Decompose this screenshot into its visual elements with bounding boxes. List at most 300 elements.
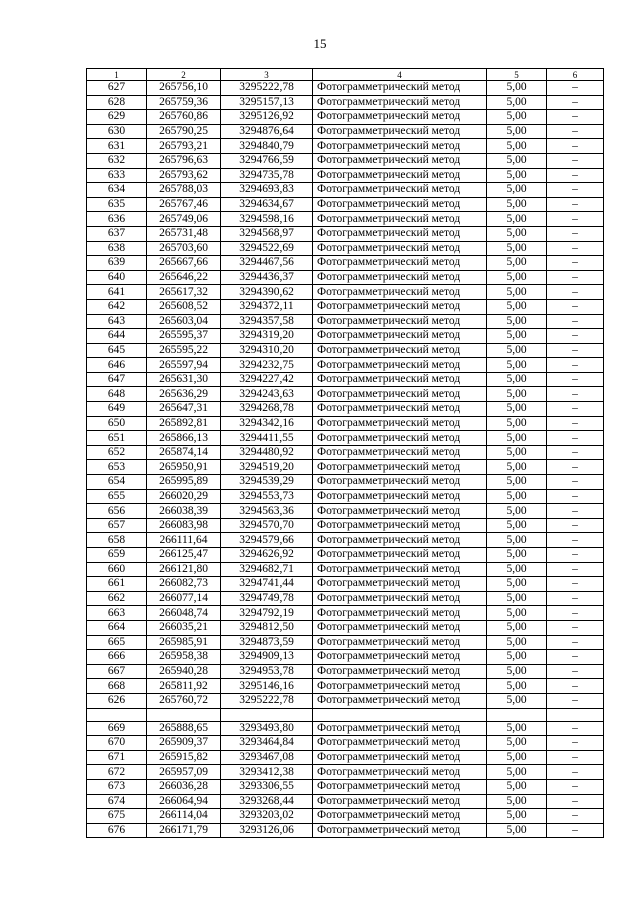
table-row bbox=[87, 110, 604, 125]
y-coordinate-cell: 3294749,78 bbox=[221, 591, 313, 606]
description-cell: – bbox=[547, 721, 604, 736]
table-row bbox=[87, 794, 604, 809]
y-coordinate-cell: 3295146,16 bbox=[221, 679, 313, 694]
point-number-cell: 650 bbox=[87, 416, 147, 431]
x-coordinate-cell: 265874,14 bbox=[147, 445, 221, 460]
y-coordinate-cell: 3294598,16 bbox=[221, 212, 313, 227]
point-number-cell: 670 bbox=[87, 736, 147, 751]
table-row bbox=[87, 562, 604, 577]
point-number-cell: 673 bbox=[87, 779, 147, 794]
table-row bbox=[87, 95, 604, 110]
method-cell: Фотограмметрический метод bbox=[313, 750, 487, 765]
point-number-cell: 668 bbox=[87, 679, 147, 694]
point-number-cell: 646 bbox=[87, 358, 147, 373]
point-number-cell: 658 bbox=[87, 533, 147, 548]
method-cell: Фотограмметрический метод bbox=[313, 460, 487, 475]
table-row bbox=[87, 445, 604, 460]
x-coordinate-cell: 265767,46 bbox=[147, 197, 221, 212]
description-cell: – bbox=[547, 679, 604, 694]
description-cell: – bbox=[547, 387, 604, 402]
point-number-cell: 638 bbox=[87, 241, 147, 256]
y-coordinate-cell: 3294792,19 bbox=[221, 606, 313, 621]
point-number-cell: 637 bbox=[87, 226, 147, 241]
table-row bbox=[87, 809, 604, 824]
y-coordinate-cell: 3294539,29 bbox=[221, 475, 313, 490]
method-cell: Фотограмметрический метод bbox=[313, 533, 487, 548]
method-cell: Фотограмметрический метод bbox=[313, 445, 487, 460]
x-coordinate-cell: 266114,04 bbox=[147, 809, 221, 824]
method-cell: Фотограмметрический метод bbox=[313, 226, 487, 241]
y-coordinate-cell: 3293412,38 bbox=[221, 765, 313, 780]
y-coordinate-cell: 3294227,42 bbox=[221, 372, 313, 387]
x-coordinate-cell: 266035,21 bbox=[147, 620, 221, 635]
point-number-cell: 635 bbox=[87, 197, 147, 212]
description-cell bbox=[547, 708, 604, 721]
point-number-cell: 676 bbox=[87, 823, 147, 838]
method-cell: Фотограмметрический метод bbox=[313, 635, 487, 650]
method-cell: Фотограмметрический метод bbox=[313, 299, 487, 314]
method-cell: Фотограмметрический метод bbox=[313, 95, 487, 110]
description-cell: – bbox=[547, 343, 604, 358]
description-cell: – bbox=[547, 504, 604, 519]
x-coordinate-cell: 265595,22 bbox=[147, 343, 221, 358]
y-coordinate-cell: 3294735,78 bbox=[221, 168, 313, 183]
table-row bbox=[87, 285, 604, 300]
accuracy-cell: 5,00 bbox=[487, 81, 547, 96]
y-coordinate-cell: 3294390,62 bbox=[221, 285, 313, 300]
x-coordinate-cell bbox=[147, 708, 221, 721]
y-coordinate-cell: 3294319,20 bbox=[221, 329, 313, 344]
table-row bbox=[87, 270, 604, 285]
description-cell: – bbox=[547, 270, 604, 285]
accuracy-cell: 5,00 bbox=[487, 110, 547, 125]
y-coordinate-cell: 3294693,83 bbox=[221, 183, 313, 198]
accuracy-cell: 5,00 bbox=[487, 533, 547, 548]
description-cell: – bbox=[547, 518, 604, 533]
accuracy-cell: 5,00 bbox=[487, 664, 547, 679]
method-cell: Фотограмметрический метод bbox=[313, 183, 487, 198]
point-number-cell: 672 bbox=[87, 765, 147, 780]
accuracy-cell: 5,00 bbox=[487, 431, 547, 446]
y-coordinate-cell: 3294480,92 bbox=[221, 445, 313, 460]
column-header: 5 bbox=[487, 69, 547, 81]
y-coordinate-cell bbox=[221, 708, 313, 721]
x-coordinate-cell: 265811,92 bbox=[147, 679, 221, 694]
x-coordinate-cell: 266038,39 bbox=[147, 504, 221, 519]
table-row bbox=[87, 358, 604, 373]
description-cell: – bbox=[547, 299, 604, 314]
y-coordinate-cell: 3294232,75 bbox=[221, 358, 313, 373]
x-coordinate-cell: 265731,48 bbox=[147, 226, 221, 241]
x-coordinate-cell: 266121,80 bbox=[147, 562, 221, 577]
description-cell: – bbox=[547, 95, 604, 110]
method-cell: Фотограмметрический метод bbox=[313, 241, 487, 256]
method-cell: Фотограмметрический метод bbox=[313, 721, 487, 736]
point-number-cell: 667 bbox=[87, 664, 147, 679]
point-number-cell: 628 bbox=[87, 95, 147, 110]
accuracy-cell: 5,00 bbox=[487, 226, 547, 241]
point-number-cell: 641 bbox=[87, 285, 147, 300]
y-coordinate-cell: 3293464,84 bbox=[221, 736, 313, 751]
point-number-cell: 655 bbox=[87, 489, 147, 504]
y-coordinate-cell: 3294570,70 bbox=[221, 518, 313, 533]
x-coordinate-cell: 265636,29 bbox=[147, 387, 221, 402]
y-coordinate-cell: 3294522,69 bbox=[221, 241, 313, 256]
y-coordinate-cell: 3294357,58 bbox=[221, 314, 313, 329]
y-coordinate-cell: 3294372,11 bbox=[221, 299, 313, 314]
point-number-cell: 661 bbox=[87, 577, 147, 592]
x-coordinate-cell: 265759,36 bbox=[147, 95, 221, 110]
point-number-cell: 660 bbox=[87, 562, 147, 577]
point-number-cell: 630 bbox=[87, 124, 147, 139]
description-cell: – bbox=[547, 110, 604, 125]
method-cell: Фотограмметрический метод bbox=[313, 153, 487, 168]
table-row bbox=[87, 489, 604, 504]
method-cell: Фотограмметрический метод bbox=[313, 809, 487, 824]
table-row bbox=[87, 475, 604, 490]
point-number-cell: 665 bbox=[87, 635, 147, 650]
table-row bbox=[87, 402, 604, 417]
method-cell: Фотограмметрический метод bbox=[313, 358, 487, 373]
x-coordinate-cell: 266036,28 bbox=[147, 779, 221, 794]
point-number-cell: 634 bbox=[87, 183, 147, 198]
description-cell: – bbox=[547, 591, 604, 606]
point-number-cell: 663 bbox=[87, 606, 147, 621]
accuracy-cell: 5,00 bbox=[487, 139, 547, 154]
x-coordinate-cell: 265603,04 bbox=[147, 314, 221, 329]
table-row bbox=[87, 124, 604, 139]
accuracy-cell: 5,00 bbox=[487, 270, 547, 285]
method-cell: Фотограмметрический метод bbox=[313, 212, 487, 227]
accuracy-cell: 5,00 bbox=[487, 765, 547, 780]
y-coordinate-cell: 3294568,97 bbox=[221, 226, 313, 241]
description-cell: – bbox=[547, 475, 604, 490]
description-cell: – bbox=[547, 765, 604, 780]
y-coordinate-cell: 3294467,56 bbox=[221, 256, 313, 271]
description-cell: – bbox=[547, 693, 604, 708]
point-number-cell: 664 bbox=[87, 620, 147, 635]
accuracy-cell: 5,00 bbox=[487, 285, 547, 300]
point-number-cell: 643 bbox=[87, 314, 147, 329]
y-coordinate-cell: 3294873,59 bbox=[221, 635, 313, 650]
description-cell: – bbox=[547, 285, 604, 300]
accuracy-cell: 5,00 bbox=[487, 95, 547, 110]
point-number-cell: 642 bbox=[87, 299, 147, 314]
description-cell: – bbox=[547, 606, 604, 621]
method-cell: Фотограмметрический метод bbox=[313, 372, 487, 387]
description-cell: – bbox=[547, 197, 604, 212]
point-number-cell: 644 bbox=[87, 329, 147, 344]
x-coordinate-cell: 266020,29 bbox=[147, 489, 221, 504]
accuracy-cell: 5,00 bbox=[487, 168, 547, 183]
x-coordinate-cell: 266171,79 bbox=[147, 823, 221, 838]
table-row bbox=[87, 153, 604, 168]
point-number-cell: 669 bbox=[87, 721, 147, 736]
point-number-cell: 674 bbox=[87, 794, 147, 809]
point-number-cell: 627 bbox=[87, 81, 147, 96]
accuracy-cell: 5,00 bbox=[487, 343, 547, 358]
table-row bbox=[87, 299, 604, 314]
method-cell: Фотограмметрический метод bbox=[313, 650, 487, 665]
table-row bbox=[87, 256, 604, 271]
description-cell: – bbox=[547, 489, 604, 504]
table-row bbox=[87, 736, 604, 751]
table-row bbox=[87, 416, 604, 431]
point-number-cell: 626 bbox=[87, 693, 147, 708]
description-cell: – bbox=[547, 329, 604, 344]
table-row bbox=[87, 329, 604, 344]
method-cell: Фотограмметрический метод bbox=[313, 285, 487, 300]
description-cell: – bbox=[547, 139, 604, 154]
coordinates-table bbox=[86, 68, 604, 838]
point-number-cell: 659 bbox=[87, 548, 147, 563]
description-cell: – bbox=[547, 736, 604, 751]
x-coordinate-cell: 265608,52 bbox=[147, 299, 221, 314]
accuracy-cell: 5,00 bbox=[487, 445, 547, 460]
y-coordinate-cell: 3293493,80 bbox=[221, 721, 313, 736]
point-number-cell bbox=[87, 708, 147, 721]
y-coordinate-cell: 3294953,78 bbox=[221, 664, 313, 679]
x-coordinate-cell: 266082,73 bbox=[147, 577, 221, 592]
accuracy-cell: 5,00 bbox=[487, 372, 547, 387]
method-cell: Фотограмметрический метод bbox=[313, 779, 487, 794]
x-coordinate-cell: 265631,30 bbox=[147, 372, 221, 387]
description-cell: – bbox=[547, 635, 604, 650]
accuracy-cell: 5,00 bbox=[487, 212, 547, 227]
table-row bbox=[87, 139, 604, 154]
table-row bbox=[87, 606, 604, 621]
table-row bbox=[87, 765, 604, 780]
point-number-cell: 656 bbox=[87, 504, 147, 519]
x-coordinate-cell: 265793,62 bbox=[147, 168, 221, 183]
y-coordinate-cell: 3294579,66 bbox=[221, 533, 313, 548]
x-coordinate-cell: 266111,64 bbox=[147, 533, 221, 548]
accuracy-cell: 5,00 bbox=[487, 750, 547, 765]
x-coordinate-cell: 266064,94 bbox=[147, 794, 221, 809]
x-coordinate-cell: 265892,81 bbox=[147, 416, 221, 431]
table-row bbox=[87, 664, 604, 679]
method-cell: Фотограмметрический метод bbox=[313, 197, 487, 212]
accuracy-cell: 5,00 bbox=[487, 197, 547, 212]
accuracy-cell: 5,00 bbox=[487, 256, 547, 271]
accuracy-cell: 5,00 bbox=[487, 241, 547, 256]
x-coordinate-cell: 265749,06 bbox=[147, 212, 221, 227]
method-cell: Фотограмметрический метод bbox=[313, 518, 487, 533]
accuracy-cell bbox=[487, 708, 547, 721]
column-header: 3 bbox=[221, 69, 313, 81]
description-cell: – bbox=[547, 664, 604, 679]
table-row bbox=[87, 635, 604, 650]
method-cell: Фотограмметрический метод bbox=[313, 475, 487, 490]
table-row bbox=[87, 518, 604, 533]
accuracy-cell: 5,00 bbox=[487, 299, 547, 314]
y-coordinate-cell: 3293126,06 bbox=[221, 823, 313, 838]
point-number-cell: 652 bbox=[87, 445, 147, 460]
method-cell: Фотограмметрический метод bbox=[313, 620, 487, 635]
column-header: 2 bbox=[147, 69, 221, 81]
x-coordinate-cell: 265647,31 bbox=[147, 402, 221, 417]
description-cell: – bbox=[547, 212, 604, 227]
x-coordinate-cell: 266083,98 bbox=[147, 518, 221, 533]
point-number-cell: 633 bbox=[87, 168, 147, 183]
description-cell: – bbox=[547, 168, 604, 183]
y-coordinate-cell: 3294840,79 bbox=[221, 139, 313, 154]
point-number-cell: 631 bbox=[87, 139, 147, 154]
x-coordinate-cell: 265760,72 bbox=[147, 693, 221, 708]
accuracy-cell: 5,00 bbox=[487, 650, 547, 665]
accuracy-cell: 5,00 bbox=[487, 577, 547, 592]
point-number-cell: 662 bbox=[87, 591, 147, 606]
table-row bbox=[87, 212, 604, 227]
description-cell: – bbox=[547, 226, 604, 241]
y-coordinate-cell: 3293306,55 bbox=[221, 779, 313, 794]
x-coordinate-cell: 265617,32 bbox=[147, 285, 221, 300]
table-row bbox=[87, 548, 604, 563]
accuracy-cell: 5,00 bbox=[487, 823, 547, 838]
description-cell: – bbox=[547, 779, 604, 794]
accuracy-cell: 5,00 bbox=[487, 620, 547, 635]
table-row bbox=[87, 431, 604, 446]
point-number-cell: 632 bbox=[87, 153, 147, 168]
x-coordinate-cell: 265703,60 bbox=[147, 241, 221, 256]
point-number-cell: 645 bbox=[87, 343, 147, 358]
accuracy-cell: 5,00 bbox=[487, 329, 547, 344]
accuracy-cell: 5,00 bbox=[487, 809, 547, 824]
column-header: 6 bbox=[547, 69, 604, 81]
method-cell: Фотограмметрический метод bbox=[313, 765, 487, 780]
y-coordinate-cell: 3294411,55 bbox=[221, 431, 313, 446]
table-row bbox=[87, 779, 604, 794]
y-coordinate-cell: 3294519,20 bbox=[221, 460, 313, 475]
point-number-cell: 666 bbox=[87, 650, 147, 665]
y-coordinate-cell: 3294268,78 bbox=[221, 402, 313, 417]
method-cell: Фотограмметрический метод bbox=[313, 139, 487, 154]
description-cell: – bbox=[547, 794, 604, 809]
description-cell: – bbox=[547, 533, 604, 548]
x-coordinate-cell: 265950,91 bbox=[147, 460, 221, 475]
accuracy-cell: 5,00 bbox=[487, 606, 547, 621]
table-row bbox=[87, 314, 604, 329]
accuracy-cell: 5,00 bbox=[487, 358, 547, 373]
y-coordinate-cell: 3294563,36 bbox=[221, 504, 313, 519]
x-coordinate-cell: 265909,37 bbox=[147, 736, 221, 751]
y-coordinate-cell: 3294766,59 bbox=[221, 153, 313, 168]
page-number: 15 bbox=[313, 36, 327, 51]
method-cell: Фотограмметрический метод bbox=[313, 577, 487, 592]
point-number-cell: 675 bbox=[87, 809, 147, 824]
accuracy-cell: 5,00 bbox=[487, 402, 547, 417]
method-cell: Фотограмметрический метод bbox=[313, 110, 487, 125]
y-coordinate-cell: 3295222,78 bbox=[221, 693, 313, 708]
y-coordinate-cell: 3294436,37 bbox=[221, 270, 313, 285]
description-cell: – bbox=[547, 431, 604, 446]
table-row bbox=[87, 197, 604, 212]
point-number-cell: 629 bbox=[87, 110, 147, 125]
method-cell: Фотограмметрический метод bbox=[313, 314, 487, 329]
table-row bbox=[87, 168, 604, 183]
method-cell: Фотограмметрический метод bbox=[313, 591, 487, 606]
table-row bbox=[87, 372, 604, 387]
point-number-cell: 647 bbox=[87, 372, 147, 387]
accuracy-cell: 5,00 bbox=[487, 387, 547, 402]
description-cell: – bbox=[547, 750, 604, 765]
y-coordinate-cell: 3294310,20 bbox=[221, 343, 313, 358]
accuracy-cell: 5,00 bbox=[487, 794, 547, 809]
accuracy-cell: 5,00 bbox=[487, 736, 547, 751]
table-row bbox=[87, 591, 604, 606]
point-number-cell: 639 bbox=[87, 256, 147, 271]
column-header: 1 bbox=[87, 69, 147, 81]
method-cell: Фотограмметрический метод bbox=[313, 168, 487, 183]
table-row bbox=[87, 708, 604, 721]
x-coordinate-cell: 265985,91 bbox=[147, 635, 221, 650]
accuracy-cell: 5,00 bbox=[487, 635, 547, 650]
accuracy-cell: 5,00 bbox=[487, 679, 547, 694]
point-number-cell: 648 bbox=[87, 387, 147, 402]
table-row bbox=[87, 504, 604, 519]
table-header-row bbox=[87, 69, 604, 81]
x-coordinate-cell: 265760,86 bbox=[147, 110, 221, 125]
y-coordinate-cell: 3294553,73 bbox=[221, 489, 313, 504]
accuracy-cell: 5,00 bbox=[487, 416, 547, 431]
x-coordinate-cell: 265958,38 bbox=[147, 650, 221, 665]
method-cell: Фотограмметрический метод bbox=[313, 343, 487, 358]
x-coordinate-cell: 265793,21 bbox=[147, 139, 221, 154]
description-cell: – bbox=[547, 416, 604, 431]
table-row bbox=[87, 577, 604, 592]
method-cell: Фотограмметрический метод bbox=[313, 402, 487, 417]
description-cell: – bbox=[547, 562, 604, 577]
point-number-cell: 649 bbox=[87, 402, 147, 417]
table-row bbox=[87, 823, 604, 838]
y-coordinate-cell: 3294626,92 bbox=[221, 548, 313, 563]
x-coordinate-cell: 265957,09 bbox=[147, 765, 221, 780]
y-coordinate-cell: 3295126,92 bbox=[221, 110, 313, 125]
method-cell: Фотограмметрический метод bbox=[313, 431, 487, 446]
table-row bbox=[87, 620, 604, 635]
description-cell: – bbox=[547, 241, 604, 256]
accuracy-cell: 5,00 bbox=[487, 183, 547, 198]
method-cell: Фотограмметрический метод bbox=[313, 489, 487, 504]
x-coordinate-cell: 265888,65 bbox=[147, 721, 221, 736]
x-coordinate-cell: 265597,94 bbox=[147, 358, 221, 373]
table-body bbox=[87, 69, 604, 838]
method-cell: Фотограмметрический метод bbox=[313, 664, 487, 679]
accuracy-cell: 5,00 bbox=[487, 518, 547, 533]
accuracy-cell: 5,00 bbox=[487, 548, 547, 563]
y-coordinate-cell: 3294682,71 bbox=[221, 562, 313, 577]
description-cell: – bbox=[547, 548, 604, 563]
description-cell: – bbox=[547, 460, 604, 475]
description-cell: – bbox=[547, 183, 604, 198]
x-coordinate-cell: 266077,14 bbox=[147, 591, 221, 606]
description-cell: – bbox=[547, 445, 604, 460]
x-coordinate-cell: 265915,82 bbox=[147, 750, 221, 765]
method-cell: Фотограмметрический метод bbox=[313, 329, 487, 344]
description-cell: – bbox=[547, 314, 604, 329]
description-cell: – bbox=[547, 358, 604, 373]
method-cell: Фотограмметрический метод bbox=[313, 416, 487, 431]
description-cell: – bbox=[547, 809, 604, 824]
description-cell: – bbox=[547, 402, 604, 417]
point-number-cell: 671 bbox=[87, 750, 147, 765]
table-row bbox=[87, 241, 604, 256]
method-cell: Фотограмметрический метод bbox=[313, 124, 487, 139]
accuracy-cell: 5,00 bbox=[487, 475, 547, 490]
y-coordinate-cell: 3295157,13 bbox=[221, 95, 313, 110]
x-coordinate-cell: 265866,13 bbox=[147, 431, 221, 446]
table-row bbox=[87, 183, 604, 198]
